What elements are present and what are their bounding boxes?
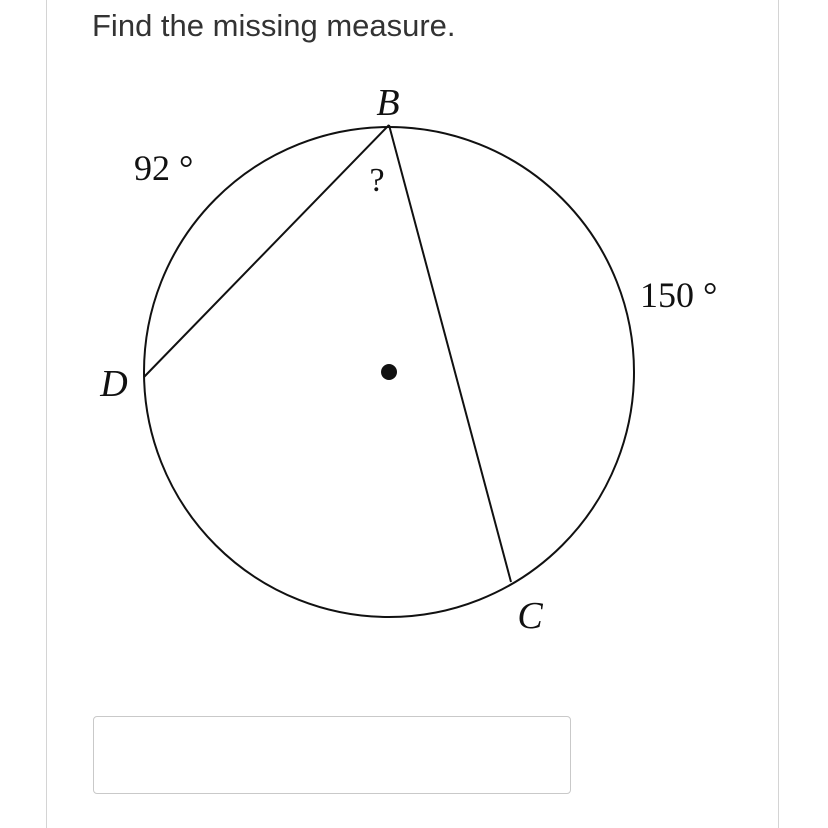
answer-input[interactable] xyxy=(93,716,571,794)
center-point xyxy=(381,364,397,380)
point-label-d: D xyxy=(100,363,128,405)
unknown-angle-label: ? xyxy=(369,162,385,199)
question-prompt: Find the missing measure. xyxy=(92,8,456,43)
chord-bc xyxy=(389,125,511,582)
arc-label-bd: 92 ° xyxy=(134,148,194,188)
point-label-c: C xyxy=(517,595,543,637)
point-label-b: B xyxy=(376,82,400,124)
arc-label-bc: 150 ° xyxy=(640,275,718,315)
